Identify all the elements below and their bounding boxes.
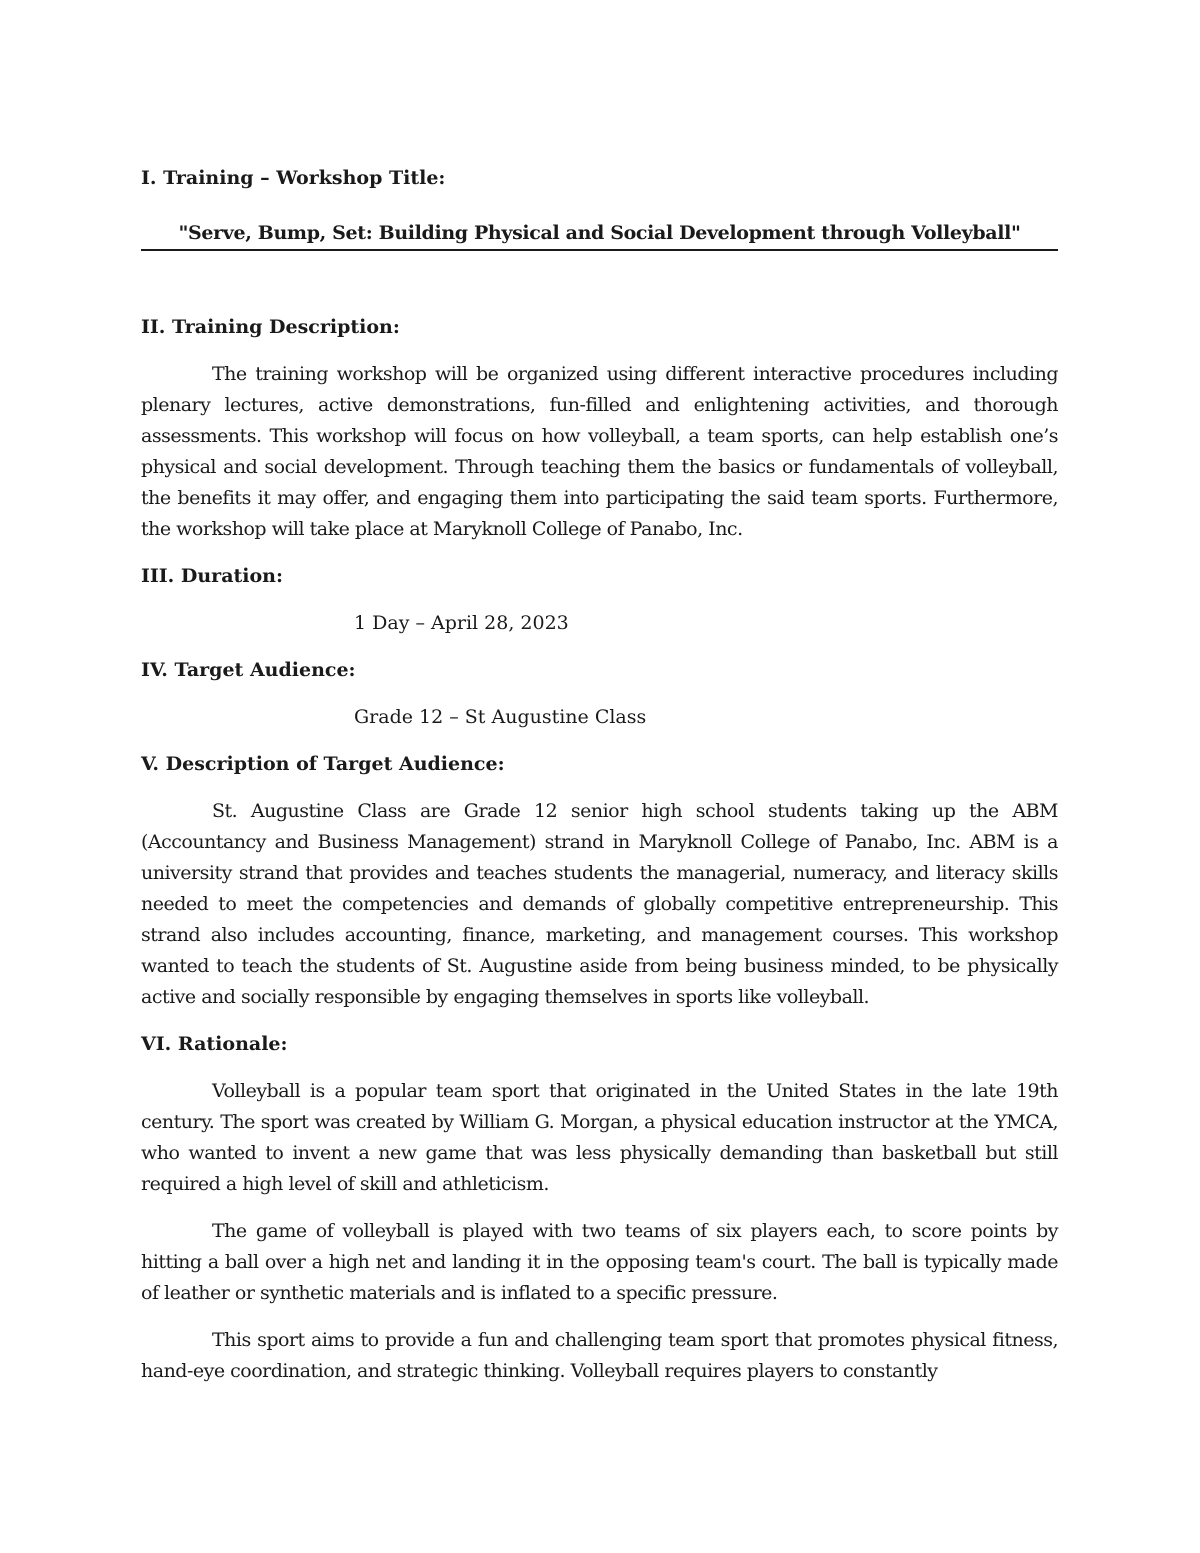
document-page	[141, 163, 1058, 1387]
section-heading-training-description: II. Training Description:	[141, 316, 400, 338]
target-audience-value: Grade 12 – St Augustine Class	[354, 706, 647, 728]
training-description-paragraph: The training workshop will be organized using different interactive procedures including plenary lectures, active demonstrations, fun-filled and enlightening activities, and thorough assessments. This workshop will focus on how volleyball, a team sports, can help establish one’s physical and social development. Through teaching them the basics or fundamentals of volleyball, the benefits it may offer, and engaging them into participating the said team sports. Furthermore, the workshop will take place at Maryknoll College of Panabo, Inc.	[141, 363, 1058, 540]
section-heading-training-title: I. Training – Workshop Title:	[141, 167, 446, 189]
workshop-title: "Serve, Bump, Set: Building Physical and Social Development through Volleyball"	[141, 218, 1058, 251]
rationale-paragraph: This sport aims to provide a fun and challenging team sport that promotes physical fitness, hand-eye coordination, and strategic thinking. Volleyball requires players to constantly	[141, 1329, 1058, 1382]
duration-value: 1 Day – April 28, 2023	[354, 612, 569, 634]
rationale-paragraph: Volleyball is a popular team sport that originated in the United States in the late 19th century. The sport was created by William G. Morgan, a physical education instructor at the YMCA, who wanted to invent a new game that was less physically demanding than basketball but still required a high level of skill and athleticism.	[141, 1080, 1058, 1195]
section-heading-rationale: VI. Rationale:	[141, 1033, 288, 1055]
section-heading-target-audience: IV. Target Audience:	[141, 659, 356, 681]
section-heading-duration: III. Duration:	[141, 565, 283, 587]
rationale-paragraph: The game of volleyball is played with two teams of six players each, to score points by hitting a ball over a high net and landing it in the opposing team's court. The ball is typically made of leather or synthetic materials and is inflated to a specific pressure.	[141, 1220, 1058, 1304]
section-heading-target-audience-description: V. Description of Target Audience:	[141, 753, 505, 775]
target-audience-description-paragraph: St. Augustine Class are Grade 12 senior high school students taking up the ABM (Accountancy and Business Management) strand in Maryknoll College of Panabo, Inc. ABM is a university strand that provides and teaches students the managerial, numeracy, and literacy skills needed to meet the competencies and demands of globally competitive entrepreneurship. This strand also includes accounting, finance, marketing, and management courses. This workshop wanted to teach the students of St. Augustine aside from being business minded, to be physically active and socially responsible by engaging themselves in sports like volleyball.	[141, 800, 1058, 1008]
